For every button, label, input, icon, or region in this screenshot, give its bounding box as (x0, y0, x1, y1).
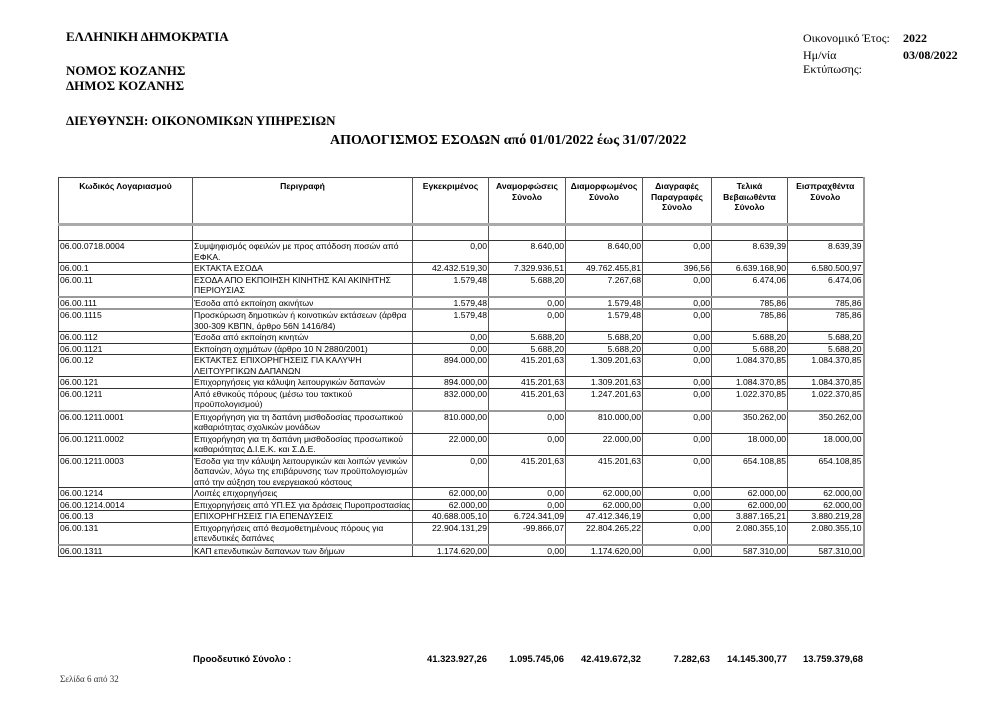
cell-certified: 62.000,00 (712, 499, 788, 511)
cell-revisions: 8.640,00 (489, 241, 566, 263)
table-row (59, 274, 864, 297)
cell-approved: 810.000,00 (413, 411, 489, 434)
col-header-collected: Εισπραχθέντα Σύνολο (788, 178, 864, 225)
cell-adjusted: 7.267,68 (566, 274, 643, 297)
cell-description: Επιχορηγήσεις για κάλυψη λειτουργικών δαπανών (193, 377, 413, 389)
cell-account-code: 06.00.111 (59, 297, 193, 310)
cell-approved: 894.000,00 (413, 355, 489, 377)
cell-revisions: 415.201,63 (489, 355, 566, 377)
total-collected: 13.759.379,68 (803, 653, 863, 664)
cell-collected: 3.880.219,28 (788, 511, 864, 523)
cell-revisions: 0,00 (489, 545, 566, 557)
cell-approved: 0,00 (413, 241, 489, 263)
cell-writeoffs: 0,00 (643, 388, 712, 411)
directorate-heading: ΔΙΕΥΘΥΝΣΗ: ΟΙΚΟΝΟΜΙΚΩΝ ΥΠΗΡΕΣΙΩΝ (66, 113, 336, 128)
table-row (59, 411, 864, 434)
total-writeoffs: 7.282,63 (673, 653, 710, 664)
cell-approved: 0,00 (413, 332, 489, 344)
cell-adjusted: 1.579,48 (566, 297, 643, 310)
cell-collected: 1.084.370,85 (788, 355, 864, 377)
cell-certified: 6.474,06 (712, 274, 788, 297)
cell-writeoffs: 0,00 (643, 499, 712, 511)
cell-account-code: 06.00.1211.0001 (59, 411, 193, 434)
cell-revisions: 5.688,20 (489, 274, 566, 297)
cell-revisions: 415.201,63 (489, 455, 566, 488)
cell-writeoffs: 0,00 (643, 297, 712, 310)
col-header-approved: Εγκεκριμένος (413, 178, 489, 225)
cell-account-code: 06.00.121 (59, 377, 193, 389)
col-header-certified: Τελικά Βεβαιωθέντα Σύνολο (712, 178, 788, 225)
cell-adjusted: 1.247.201,63 (566, 388, 643, 411)
print-date-value: 03/08/2022 (903, 48, 958, 62)
cell-certified: 5.688,20 (712, 343, 788, 355)
cell-writeoffs: 0,00 (643, 522, 712, 545)
country-heading: ΕΛΛΗΝΙΚΗ ΔΗΜΟΚΡΑΤΙΑ (66, 29, 229, 44)
cell-account-code: 06.00.1214.0014 (59, 499, 193, 511)
cell-account-code: 06.00.12 (59, 355, 193, 377)
cell-collected: 785,86 (788, 309, 864, 332)
col-header-writeoffs: Διαγραφές Παραγραφές Σύνολο (643, 178, 712, 225)
cell-description: Συμψηφισμός οφειλών με προς απόδοση ποσών από ΕΦΚΑ. (193, 241, 413, 263)
cell-description: Επιχορηγήσεις από θεσμοθετημένους πόρους για επενδυτικές δαπάνες (193, 522, 413, 545)
cell-revisions: -99.866,07 (489, 522, 566, 545)
table-row (59, 433, 864, 455)
cell-writeoffs: 0,00 (643, 343, 712, 355)
total-certified: 14.145.300,77 (727, 653, 787, 664)
cell-revisions: 7.329.936,51 (489, 263, 566, 275)
cell-writeoffs: 0,00 (643, 274, 712, 297)
cell-description: ΚΑΠ επενδυτικών δαπανων των δήμων (193, 545, 413, 557)
table-row (59, 297, 864, 310)
cell-account-code: 06.00.1121 (59, 343, 193, 355)
cell-adjusted: 1.309.201,63 (566, 377, 643, 389)
table-row (59, 455, 864, 488)
authority-block (66, 63, 185, 93)
cell-adjusted: 1.579,48 (566, 309, 643, 332)
cell-account-code: 06.00.112 (59, 332, 193, 344)
cell-writeoffs: 0,00 (643, 545, 712, 557)
cell-collected: 1.022.370,85 (788, 388, 864, 411)
cell-collected: 6.580.500,97 (788, 263, 864, 275)
cell-description: Επιχορηγήσεις από ΥΠ.ΕΣ για δράσεις Πυροπροστασίας (193, 499, 413, 511)
cell-collected: 6.474,06 (788, 274, 864, 297)
cell-writeoffs: 0,00 (643, 488, 712, 500)
cell-description: Εκποίηση οχημάτων (άρθρο 10 Ν 2880/2001) (193, 343, 413, 355)
cell-collected: 350.262,00 (788, 411, 864, 434)
cell-certified: 5.688,20 (712, 332, 788, 344)
table-row (59, 388, 864, 411)
cell-account-code: 06.00.13 (59, 511, 193, 523)
cell-writeoffs: 396,56 (643, 263, 712, 275)
cell-account-code: 06.00.1115 (59, 309, 193, 332)
cell-approved: 1.579,48 (413, 297, 489, 310)
cell-writeoffs: 0,00 (643, 433, 712, 455)
table-row (59, 511, 864, 523)
total-revisions: 1.095.745,06 (509, 653, 564, 664)
cell-approved: 62.000,00 (413, 488, 489, 500)
cell-approved: 0,00 (413, 343, 489, 355)
print-date-label: Ημ/νία Εκτύπωσης: (803, 48, 862, 76)
cell-collected: 8.639,39 (788, 241, 864, 263)
cell-collected: 18.000,00 (788, 433, 864, 455)
col-header-adjusted: Διαμορφωμένος Σύνολο (566, 178, 643, 225)
cell-certified: 587.310,00 (712, 545, 788, 557)
cell-description: Από εθνικούς πόρους (μέσω του τακτικού προϋπολογισμού) (193, 388, 413, 411)
cell-revisions: 415.201,63 (489, 377, 566, 389)
cell-collected: 587.310,00 (788, 545, 864, 557)
total-approved: 41.323.927,26 (427, 653, 487, 664)
cell-adjusted: 415.201,63 (566, 455, 643, 488)
prefecture-name: ΝΟΜΟΣ ΚΟΖΑΝΗΣ (66, 63, 186, 78)
cell-approved: 40.688.005,10 (413, 511, 489, 523)
col-header-revisions: Αναμορφώσεις Σύνολο (489, 178, 566, 225)
cell-writeoffs: 0,00 (643, 411, 712, 434)
cell-collected: 5.688,20 (788, 332, 864, 344)
blank-row (59, 225, 864, 241)
cell-adjusted: 8.640,00 (566, 241, 643, 263)
cell-writeoffs: 0,00 (643, 332, 712, 344)
fiscal-year-label: Οικονομικό Έτος: (803, 31, 890, 45)
cell-writeoffs: 0,00 (643, 355, 712, 377)
cell-revisions: 5.688,20 (489, 332, 566, 344)
cell-certified: 785,86 (712, 309, 788, 332)
table-row (59, 332, 864, 344)
cell-description: ΕΚΤΑΚΤΕΣ ΕΠΙΧΟΡΗΓΗΣΕΙΣ ΓΙΑ ΚΑΛΥΨΗ ΛΕΙΤΟΥΡΓΙΚΩΝ ΔΑΠΑΝΩΝ (193, 355, 413, 377)
page-number: Σελίδα 6 από 32 (60, 674, 119, 684)
cell-account-code: 06.00.0718.0004 (59, 241, 193, 263)
total-adjusted: 42.419.672,32 (581, 653, 641, 664)
cell-revisions: 0,00 (489, 411, 566, 434)
cell-certified: 785,86 (712, 297, 788, 310)
cell-account-code: 06.00.1211 (59, 388, 193, 411)
cell-approved: 22.000,00 (413, 433, 489, 455)
cell-collected: 2.080.355,10 (788, 522, 864, 545)
cell-adjusted: 1.174.620,00 (566, 545, 643, 557)
cell-account-code: 06.00.11 (59, 274, 193, 297)
cell-adjusted: 810.000,00 (566, 411, 643, 434)
cell-description: Έσοδα από εκποίηση ακινήτων (193, 297, 413, 310)
table-header-row (59, 178, 864, 225)
cell-adjusted: 5.688,20 (566, 332, 643, 344)
cell-description: Λοιπές επιχορηγήσεις (193, 488, 413, 500)
table-row (59, 241, 864, 263)
cell-adjusted: 47.412.346,19 (566, 511, 643, 523)
municipality-name: ΔΗΜΟΣ ΚΟΖΑΝΗΣ (66, 78, 185, 93)
cell-revisions: 0,00 (489, 488, 566, 500)
cell-certified: 1.022.370,85 (712, 388, 788, 411)
table-row (59, 499, 864, 511)
revenue-table (58, 177, 865, 557)
fiscal-year-value: 2022 (903, 31, 927, 45)
cell-revisions: 0,00 (489, 499, 566, 511)
cell-approved: 22.904.131,29 (413, 522, 489, 545)
cell-adjusted: 62.000,00 (566, 488, 643, 500)
cell-certified: 18.000,00 (712, 433, 788, 455)
cell-description: Έσοδα από εκποίηση κινητών (193, 332, 413, 344)
cell-collected: 1.084.370,85 (788, 377, 864, 389)
col-header-account-code: Κωδικός Λογαριασμού (59, 178, 193, 225)
cell-account-code: 06.00.1214 (59, 488, 193, 500)
cell-collected: 785,86 (788, 297, 864, 310)
cell-approved: 894.000,00 (413, 377, 489, 389)
cell-revisions: 0,00 (489, 309, 566, 332)
cell-approved: 1.579,48 (413, 309, 489, 332)
cell-approved: 62.000,00 (413, 499, 489, 511)
cell-collected: 5.688,20 (788, 343, 864, 355)
cell-description: Επιχορήγηση για τη δαπάνη μισθοδοσίας προσωπικού καθαριότητας Δ.Ι.Ε.Κ. και Σ.Δ.Ε. (193, 433, 413, 455)
col-header-description: Περιγραφή (193, 178, 413, 225)
cell-certified: 654.108,85 (712, 455, 788, 488)
cell-adjusted: 62.000,00 (566, 499, 643, 511)
cell-revisions: 5.688,20 (489, 343, 566, 355)
cell-approved: 1.579,48 (413, 274, 489, 297)
cell-certified: 350.262,00 (712, 411, 788, 434)
cell-account-code: 06.00.1211.0002 (59, 433, 193, 455)
cell-collected: 654.108,85 (788, 455, 864, 488)
table-row (59, 309, 864, 332)
cell-collected: 62.000,00 (788, 488, 864, 500)
cell-description: ΕΣΟΔΑ ΑΠΟ ΕΚΠΟΙΗΣΗ ΚΙΝΗΤΗΣ ΚΑΙ ΑΚΙΝΗΤΗΣ ΠΕΡΙΟΥΣΙΑΣ (193, 274, 413, 297)
cell-description: Έσοδα για την κάλυψη λειτουργικών και λοιπών γενικών δαπανών, λόγω της επιβάρυνσης των προϋπολογισμών από την αύξηση του ενεργειακού κόστους (193, 455, 413, 488)
cell-account-code: 06.00.1 (59, 263, 193, 275)
cell-approved: 0,00 (413, 455, 489, 488)
cell-writeoffs: 0,00 (643, 241, 712, 263)
cell-writeoffs: 0,00 (643, 455, 712, 488)
table-row (59, 488, 864, 500)
totals-label: Προοδευτικό Σύνολο : (193, 653, 292, 664)
cell-certified: 1.084.370,85 (712, 355, 788, 377)
cell-revisions: 0,00 (489, 297, 566, 310)
cell-revisions: 415.201,63 (489, 388, 566, 411)
cell-revisions: 0,00 (489, 433, 566, 455)
cell-approved: 832.000,00 (413, 388, 489, 411)
cell-approved: 1.174.620,00 (413, 545, 489, 557)
table-row (59, 377, 864, 389)
cell-description: Προσκύρωση δημοτικών ή κοινοτικών εκτάσεων (άρθρα 300-309 ΚΒΠΝ, άρθρο 56Ν 1416/84) (193, 309, 413, 332)
table-row (59, 355, 864, 377)
cell-writeoffs: 0,00 (643, 511, 712, 523)
cell-certified: 3.887.165,21 (712, 511, 788, 523)
cell-adjusted: 49.762.455,81 (566, 263, 643, 275)
table-row (59, 545, 864, 557)
cell-approved: 42.432.519,30 (413, 263, 489, 275)
cell-certified: 8.639,39 (712, 241, 788, 263)
cell-certified: 1.084.370,85 (712, 377, 788, 389)
cell-collected: 62.000,00 (788, 499, 864, 511)
cell-writeoffs: 0,00 (643, 377, 712, 389)
table-row (59, 343, 864, 355)
cell-description: Επιχορήγηση για τη δαπάνη μισθοδοσίας προσωπικού καθαριότητας σχολικών μονάδων (193, 411, 413, 434)
cell-certified: 62.000,00 (712, 488, 788, 500)
cell-account-code: 06.00.1211.0003 (59, 455, 193, 488)
report-title: ΑΠΟΛΟΓΙΣΜΟΣ ΕΣΟΔΩΝ από 01/01/2022 έως 31/07/2022 (330, 133, 687, 148)
cell-account-code: 06.00.131 (59, 522, 193, 545)
cell-description: ΕΠΙΧΟΡΗΓΗΣΕΙΣ ΓΙΑ ΕΠΕΝΔΥΣΕΙΣ (193, 511, 413, 523)
cell-adjusted: 22.804.265,22 (566, 522, 643, 545)
cell-writeoffs: 0,00 (643, 309, 712, 332)
table-row (59, 263, 864, 275)
cell-certified: 2.080.355,10 (712, 522, 788, 545)
cell-adjusted: 5.688,20 (566, 343, 643, 355)
cell-certified: 6.639.168,90 (712, 263, 788, 275)
cell-adjusted: 1.309.201,63 (566, 355, 643, 377)
cell-description: ΕΚΤΑΚΤΑ ΕΣΟΔΑ (193, 263, 413, 275)
table-row (59, 522, 864, 545)
cell-account-code: 06.00.1311 (59, 545, 193, 557)
cell-adjusted: 22.000,00 (566, 433, 643, 455)
cell-revisions: 6.724.341,09 (489, 511, 566, 523)
